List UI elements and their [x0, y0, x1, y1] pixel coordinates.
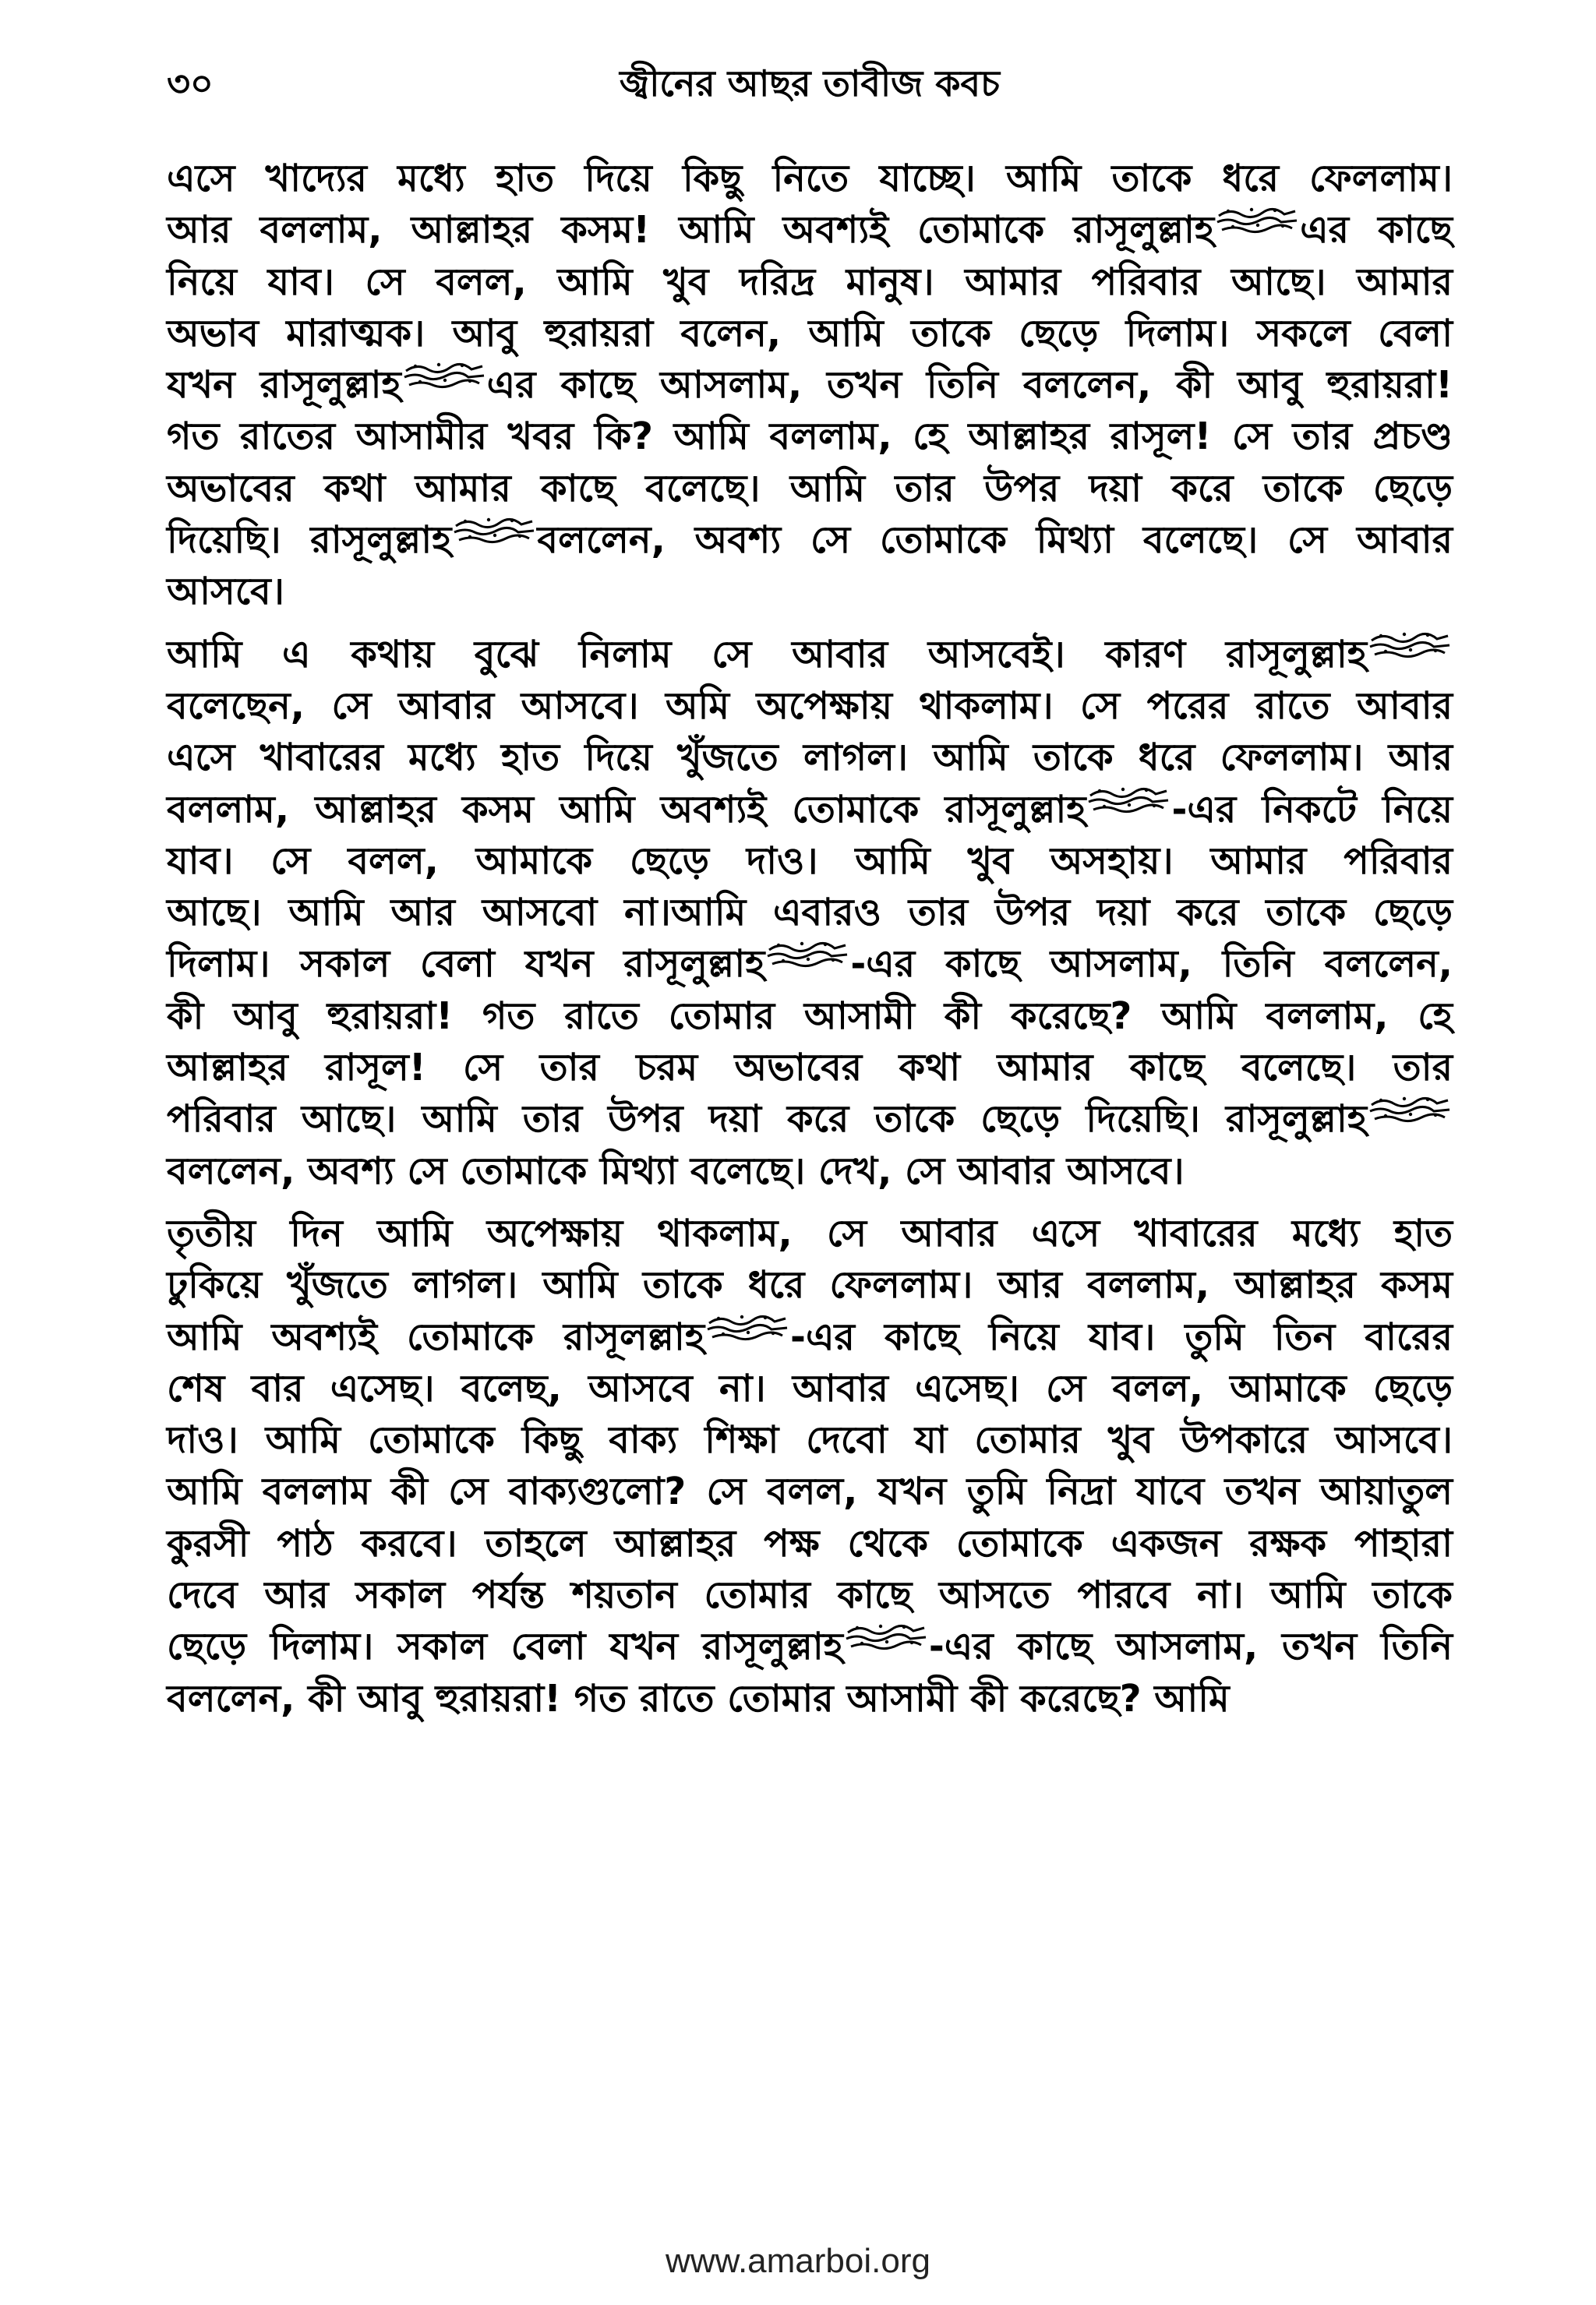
- text-line: আমি অবশ্যই তোমাকে রাসূলল্লাহ -এর কাছে নিয়ে যাব। তুমি তিন বারের: [167, 1311, 1453, 1363]
- text-line: দাও। আমি তোমাকে কিছু বাক্য শিক্ষা দেবো যা তোমার খুব উপকারে আসবে।: [167, 1418, 1453, 1463]
- text-line: কুরসী পাঠ করবে। তাহলে আল্লাহর পক্ষ থেকে তোমাকে একজন রক্ষক পাহারা: [167, 1521, 1453, 1565]
- text-line: আমি এ কথায় বুঝে নিলাম সে আবার আসবেই। কারণ রাসূলুল্লাহ: [167, 629, 1453, 680]
- text-line: বলেছেন, সে আবার আসবে। অমি অপেক্ষায় থাকলাম। সে পরের রাতে আবার: [167, 683, 1453, 728]
- text-line: পরিবার আছে। আমি তার উপর দয়া করে তাকে ছেড়ে দিয়েছি। রাসূলুল্লাহ: [167, 1093, 1453, 1145]
- page-header: [167, 48, 1453, 118]
- text-line: ছেড়ে দিলাম। সকাল বেলা যখন রাসূলুল্লাহ -এর কাছে আসলাম, তখন তিনি: [167, 1621, 1453, 1672]
- salawat-calligraphy-icon: [843, 1622, 929, 1653]
- page-number: ৩০: [167, 62, 214, 104]
- text-line: ঢুকিয়ে খুঁজতে লাগল। আমি তাকে ধরে ফেললাম। আর বললাম, আল্লাহর কসম: [167, 1263, 1453, 1308]
- text-line: এসে খাদ্যের মধ্যে হাত দিয়ে কিছু নিতে যাচ্ছে। আমি তাকে ধরে ফেললাম।: [167, 157, 1453, 200]
- text-line: আছে। আমি আর আসবো না।আমি এবারও তার উপর দয়া করে তাকে ছেড়ে: [167, 891, 1453, 935]
- text-line: বললেন, কী আবু হুরায়রা! গত রাতে তোমার আসামী কী করেছে? আমি: [167, 1676, 1230, 1721]
- text-line: আসবে।: [167, 570, 284, 614]
- text-line: শেষ বার এসেছ। বলেছ, আসবে না। আবার এসেছ। সে বলল, আমাকে ছেড়ে: [167, 1366, 1453, 1410]
- running-title: জ্বীনের আছর তাবীজ কবচ: [620, 62, 1000, 104]
- body-text: [167, 153, 1453, 1735]
- text-line: গত রাতের আসামীর খবর কি? আমি বললাম, হে আল্লাহর রাসূল! সে তার প্রচণ্ড: [167, 415, 1453, 459]
- text-line: দিয়েছি। রাসূলুল্লাহ বললেন, অবশ্য সে তোমাকে মিথ্যা বলেছে। সে আবার: [167, 514, 1453, 566]
- text-line: এসে খাবারের মধ্যে হাত দিয়ে খুঁজতে লাগল। আমি তাকে ধরে ফেললাম। আর: [167, 736, 1453, 780]
- text-line: দেবে আর সকাল পর্যন্ত শয়তান তোমার কাছে আসতে পারবে না। আমি তাকে: [167, 1573, 1453, 1618]
- paragraph-2: [167, 629, 1453, 1197]
- salawat-calligraphy-icon: [1086, 785, 1171, 816]
- text-line: যখন রাসূলুল্লাহ এর কাছে আসলাম, তখন তিনি বললেন, কী আবু হুরায়রা!: [167, 359, 1453, 411]
- salawat-calligraphy-icon: [451, 515, 537, 546]
- salawat-calligraphy-icon: [704, 1312, 790, 1343]
- text-line: তৃতীয় দিন আমি অপেক্ষায় থাকলাম, সে আবার এসে খাবারের মধ্যে হাত: [167, 1211, 1453, 1255]
- salawat-calligraphy-icon: [1214, 205, 1300, 236]
- text-line: নিয়ে যাব। সে বলল, আমি খুব দরিদ্র মানুষ। আমার পরিবার আছে। আমার: [167, 259, 1453, 304]
- text-line: বললাম, আল্লাহর কসম আমি অবশ্যই তোমাকে রাসূলুল্লাহ -এর নিকটে নিয়ে: [167, 784, 1453, 835]
- text-line: দিলাম। সকাল বেলা যখন রাসূলুল্লাহ -এর কাছে আসলাম, তিনি বললেন,: [167, 938, 1453, 990]
- salawat-calligraphy-icon: [1367, 1094, 1453, 1125]
- salawat-calligraphy-icon: [764, 939, 850, 970]
- text-line: আর বললাম, আল্লাহর কসম! আমি অবশ্যই তোমাকে রাসূলুল্লাহ এর কাছে: [167, 204, 1453, 256]
- text-line: কী আবু হুরায়রা! গত রাতে তোমার আসামী কী করেছে? আমি বললাম, হে: [167, 994, 1453, 1038]
- text-line: আমি বললাম কী সে বাক্যগুলো? সে বলল, যখন তুমি নিদ্রা যাবে তখন আয়াতুল: [167, 1470, 1453, 1514]
- footer-watermark: www.amarboi.org: [666, 2242, 930, 2280]
- text-line: অভাবের কথা আমার কাছে বলেছে। আমি তার উপর দয়া করে তাকে ছেড়ে: [167, 466, 1453, 510]
- text-line: অভাব মারাত্মক। আবু হুরায়রা বলেন, আমি তাকে ছেড়ে দিলাম। সকলে বেলা: [167, 311, 1453, 355]
- paragraph-1: [167, 153, 1453, 618]
- text-line: যাব। সে বলল, আমাকে ছেড়ে দাও। আমি খুব অসহায়। আমার পরিবার: [167, 838, 1453, 883]
- salawat-calligraphy-icon: [1367, 630, 1453, 661]
- paragraph-3: [167, 1208, 1453, 1724]
- text-line: আল্লাহর রাসূল! সে তার চরম অভাবের কথা আমার কাছে বলেছে। তার: [167, 1046, 1453, 1090]
- salawat-calligraphy-icon: [401, 360, 487, 391]
- text-line: বললেন, অবশ্য সে তোমাকে মিথ্যা বলেছে। দেখ, সে আবার আসবে।: [167, 1149, 1185, 1193]
